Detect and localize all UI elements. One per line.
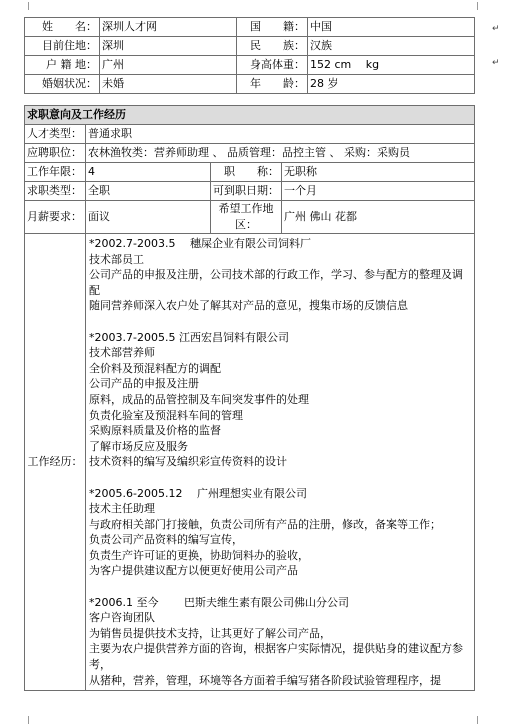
- experience-line: *2006.1 至今 巴斯夫维生素有限公司佛山分公司: [89, 595, 349, 609]
- table-row: [25, 106, 475, 125]
- title-value: 无职称: [282, 163, 475, 182]
- experience-line: [89, 579, 471, 595]
- name-label: 姓 名：: [25, 18, 100, 37]
- marital-label: 婚姻状况：: [25, 75, 100, 94]
- job-type-label: 求职类型：: [25, 182, 86, 201]
- experience-line: 技术主任助理: [89, 502, 155, 516]
- hukou-label: 户 籍 地：: [25, 56, 100, 75]
- experience-line: 全价料及预混料配方的调配: [89, 361, 221, 375]
- hukou-value: 广州: [100, 56, 237, 75]
- table-row: [25, 56, 475, 75]
- experience-line: 公司产品的申报及注册，公司技术部的行政工作，学习、参与配方的整理及调配: [89, 268, 463, 297]
- residence-value: 深圳: [100, 37, 237, 56]
- table-row: [25, 182, 475, 201]
- experience-line: 技术部营养师: [89, 346, 155, 360]
- experience-line: 了解市场反应及服务: [89, 439, 188, 453]
- marital-value: 未婚: [100, 75, 237, 94]
- location-label: 希望工作地区：: [211, 201, 282, 234]
- position-value: 农林渔牧类：营养师助理 、 品质管理：品控主管 、 采购：采购员: [86, 144, 475, 163]
- name-value: 深圳人才网: [100, 18, 237, 37]
- experience-line: *2002.7-2003.5 穗屎企业有限公司饲料厂: [89, 237, 311, 250]
- experience-line: 负责生产许可证的更换，协助饲料办的验收，: [89, 548, 309, 562]
- years-label: 工作年限：: [25, 163, 86, 182]
- job-type-value: 全职: [86, 182, 211, 201]
- experience-line: 技术部员工: [89, 252, 144, 266]
- table-row: [25, 234, 475, 691]
- title-label: 职 称：: [211, 163, 282, 182]
- salary-label: 月薪要求：: [25, 201, 86, 234]
- experience-line: 负责化验室及预混料车间的管理: [89, 408, 243, 422]
- location-value: 广州 佛山 花都: [282, 201, 475, 234]
- experience-line: 客户咨询团队: [89, 611, 155, 625]
- experience-line: 技术资料的编写及编织彩宣传资料的设计: [89, 455, 287, 469]
- table-row: [25, 163, 475, 182]
- corner-mark-top-right: [477, 2, 486, 10]
- experience-line: [89, 470, 471, 486]
- job-intent-table: [24, 105, 475, 691]
- nationality-label: 国 籍：: [237, 18, 308, 37]
- basic-info-table: [24, 17, 475, 94]
- age-label: 年 龄：: [237, 75, 308, 94]
- residence-label: 目前住地：: [25, 37, 100, 56]
- corner-mark-bottom-right: [477, 716, 486, 724]
- years-value: 4: [86, 163, 211, 182]
- section-title: 求职意向及工作经历: [25, 106, 475, 125]
- experience-line: 随同营养师深入农户处了解其对产品的意见，搜集市场的反馈信息: [89, 299, 408, 313]
- experience-content: [86, 234, 475, 691]
- table-row: [25, 125, 475, 144]
- experience-line: 负责公司产品资料的编写宣传，: [89, 533, 243, 547]
- start-date-value: 一个月: [282, 182, 475, 201]
- experience-line: 从猪种，营养，管理，环境等各方面着手编写猪各阶段试验管理程序，提: [89, 673, 441, 687]
- paragraph-mark-icon: ↵: [492, 58, 500, 68]
- experience-line: 与政府相关部门打接触，负责公司所有产品的注册，修改，备案等工作；: [89, 517, 441, 531]
- experience-line: *2003.7-2005.5 江西宏昌饲料有限公司: [89, 330, 289, 344]
- paragraph-mark-icon: ↵: [492, 24, 500, 34]
- experience-line: 公司产品的申报及注册: [89, 377, 199, 391]
- age-value: 28 岁: [308, 75, 475, 94]
- position-label: 应聘职位：: [25, 144, 86, 163]
- ethnicity-label: 民 族：: [237, 37, 308, 56]
- experience-line: [89, 314, 471, 330]
- corner-mark-bottom-left: [20, 716, 29, 724]
- experience-line: 主要为农户提供营养方面的咨询，根据客户实际情况，提供贴身的建议配方参考，: [89, 642, 463, 672]
- corner-mark-top-left: [20, 2, 29, 10]
- salary-value: 面议: [86, 201, 211, 234]
- talent-type-label: 人才类型：: [25, 125, 86, 144]
- talent-type-value: 普通求职: [86, 125, 475, 144]
- experience-lines: [89, 236, 471, 688]
- experience-line: *2005.6-2005.12 广州理想实业有限公司: [89, 486, 307, 500]
- table-row: [25, 75, 475, 94]
- table-row: [25, 18, 475, 37]
- start-date-label: 可到职日期：: [211, 182, 282, 201]
- experience-line: 为客户提供建议配方以便更好使用公司产品: [89, 564, 298, 578]
- height-weight-value: 152 cm kg: [308, 56, 475, 75]
- ethnicity-value: 汉族: [308, 37, 475, 56]
- table-row: [25, 37, 475, 56]
- table-row: [25, 144, 475, 163]
- nationality-value: 中国: [308, 18, 475, 37]
- experience-line: 采购原料质量及价格的监督: [89, 424, 221, 438]
- experience-line: 为销售员提供技术支持，让其更好了解公司产品，: [89, 626, 331, 640]
- height-weight-label: 身高体重：: [237, 56, 308, 75]
- experience-label: 工作经历：: [25, 234, 86, 691]
- experience-line: 原料，成品的品管控制及车间突发事件的处理: [89, 392, 309, 406]
- table-row: [25, 201, 475, 234]
